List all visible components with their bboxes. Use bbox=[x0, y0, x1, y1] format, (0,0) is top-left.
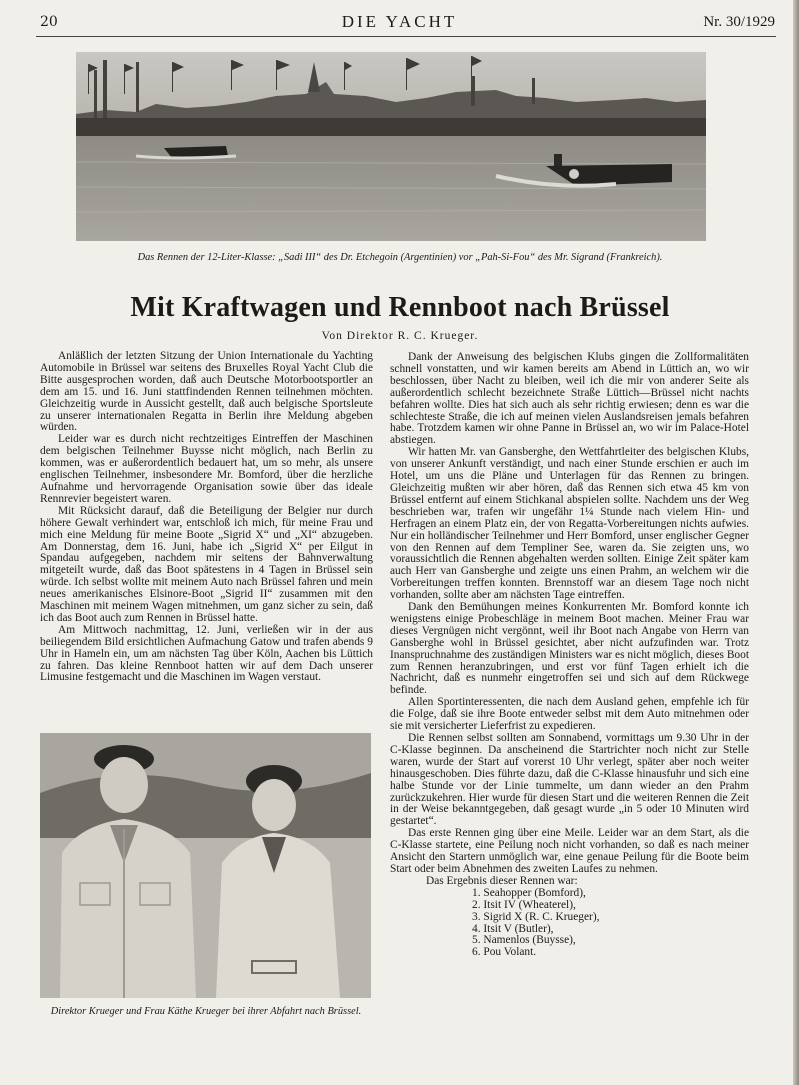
list-item: 2. Itsit IV (Wheaterel), bbox=[472, 898, 576, 911]
portrait-photo bbox=[40, 733, 371, 998]
article-byline: Von Direktor R. C. Krueger. bbox=[321, 330, 479, 342]
results-heading: Das Ergebnis dieser Rennen war: bbox=[426, 874, 578, 887]
paragraph: Allen Sportinteressenten, die nach dem Ausland gehen, empfehle ich für die Folge, daß sie ihre Boote entweder selbst mit dem Auto mitnehmen oder sie mit versicherter Lieferfrist zu expedieren. bbox=[390, 696, 749, 733]
portrait-photo-caption: Direktor Krueger und Frau Käthe Krueger bei ihrer Abfahrt nach Brüssel. bbox=[50, 1006, 362, 1017]
race-photo-caption: Das Rennen der 12-Liter-Klasse: „Sadi III“ des Dr. Etchegoin (Argentinien) vor „Pah-Si-Fou“ des Mr. Sigrand (Frankreich). bbox=[137, 252, 663, 263]
article-column-left bbox=[40, 351, 373, 721]
list-item: 4. Itsit V (Butler), bbox=[472, 922, 554, 935]
magazine-title: DIE YACHT bbox=[341, 12, 458, 31]
paragraph: Das erste Rennen ging über eine Meile. Leider war an dem Start, als die C-Klasse startete, eine Peilung noch nicht vorhanden, so daß es nach meiner Ansicht den Startern unmöglich war, eine genaue Peilung für die Boote beim Start oder beim Abnehmen des zweiten Laufes zu nehmen. bbox=[390, 827, 749, 875]
header-rule bbox=[36, 36, 776, 37]
issue-number: Nr. 30/1929 bbox=[703, 14, 775, 30]
paragraph: Dank den Bemühungen meines Konkurrenten Mr. Bomford konnte ich wenigstens einige Probeschläge in meinem Boot machen. Meiner Frau war dieses Vergnügen nicht vergönnt, weil ihr Boot nach Angabe von Herrn van Gansberghe wohl in Brüssel gesichtet, aber nicht aufzufinden war. Trotz Inanspruchnahme des zuständigen Ministers war es nicht möglich, dieses Boot zum Rennen heranzubringen, und erst vor fünf Tagen erhielt ich die Nachricht, daß es nunmehr eingetroffen sei und sich auf dem Rückwege befinde. bbox=[390, 601, 749, 697]
page-edge bbox=[793, 0, 799, 1085]
paragraph: Mit Rücksicht darauf, daß die Beteiligung der Belgier nur durch höhere Gewalt verhindert war, entschloß ich mich, für meine Frau und mich eine Meldung für meine Boote „Sigrid X“ und „XI“ abzugeben. Am Donnerstag, dem 16. Juni, habe ich „Sigrid X“ per Eilgut in Spandau aufgegeben, nachdem mir seitens der Bahnverwaltung mitgeteilt wurde, daß das Boot spätestens in 4 Tagen in Brüssel sein würde. Ich selbst wollte mit meinem Auto nach Brüssel fahren und mein neues amerikanisches Elsinore-Boot „Sigrid II“ zusammen mit den Maschinen mit meinem Wagen mitnehmen, um ganz sicher zu sein, daß ich das Boot auch zum Rennen in Brüssel hatte. bbox=[40, 504, 373, 624]
paragraph: Wir hatten Mr. van Gansberghe, den Wettfahrtleiter des belgischen Klubs, von unserer Ankunft verständigt, und nach einer Stunde erschien er auch im Hotel, um uns die Pläne und Unterlagen für das Rennen zu bringen. Gleichzeitig mußten wir aber hören, daß das Rennen sich etwa 45 km von Brüssel entfernt auf einem Stichkanal abspielen sollte. Nachdem uns der Weg beschrieben war, trafen wir ungefähr 1¼ Stunde nach vielem Hin- und Herfragen an einem Platz ein, der von Regatta-Vorbereitungen nichts aufwies. Nur ein holländischer Teilnehmer und Herr Bomford, unser englischer Gegner von den Rennen auf dem Templiner See, waren da. Sie zeigten uns, wo voraussichtlich die Rennen abgehalten werden sollten. Einige Zeit später kam auch Herr van Gansberghe und zeigte uns einen Prahm, an welchem wir die Vorbereitungen treffen konnten. Brennstoff war an diesem Tage noch nicht vorhanden, sollte aber am nächsten Tage eintreffen. bbox=[390, 446, 749, 602]
race-photo bbox=[76, 52, 706, 241]
list-item: 5. Namenlos (Buysse), bbox=[472, 934, 576, 947]
portrait-photo-illustration bbox=[40, 733, 371, 998]
results-list bbox=[390, 888, 749, 959]
paragraph: Dank der Anweisung des belgischen Klubs gingen die Zollformalitäten schnell vonstatten, und wir kamen bereits am Abend in Lüttich an, wo wir beschlossen, über Nacht zu bleiben, weil ich die mir von anderer Seite als außerordentlich schlecht bezeichnete Straße Lüttich—Brüssel nicht nachts befahren wollte. Dies hat sich auch als sehr richtig erwiesen; denn es war die schlechteste Straße, die ich auf meinen vielen Auslandsreisen jemals befahren habe. Trotzdem kamen wir ohne Panne in Brüssel an, wo wir im Palace-Hotel abstiegen. bbox=[390, 352, 749, 447]
race-photo-illustration bbox=[76, 52, 706, 241]
list-item: 6. Pou Volant. bbox=[472, 946, 537, 959]
paragraph: Leider war es durch nicht rechtzeitiges Eintreffen der Maschinen dem belgischen Teilnehmer Buysse nicht möglich, nach Berlin zu kommen, was er außerordentlich bedauert hat, um so mehr, als unsere englischen Teilnehmer, insbesondere Mr. Bomford, über die herzliche Aufnahme und hervorragende Organisation sowie über das ideale Rennrevier begeistert waren. bbox=[40, 433, 373, 505]
page-number: 20 bbox=[40, 14, 58, 30]
list-item: 1. Seahopper (Bomford), bbox=[472, 886, 586, 899]
paragraph: Die Rennen selbst sollten am Sonnabend, vormittags um 9.30 Uhr in der C-Klasse beginnen. Da anscheinend die Startrichter noch nicht zur Stelle waren, wurde der Start auf vorerst 10 Uhr verlegt, später aber noch weiter hinausgeschoben. Dies führte dazu, daß die C-Klasse hinausfuhr und sich eine halbe Stunde vor der Linie tummelte, um dann wieder an den Prahm zurückzukehren. Hier wurde für diesen Start und die weiteren Rennen die Zeit in der Weise bekanntgegeben, daß gesagt wurde „in 5 oder 10 Minuten wird gestartet“. bbox=[390, 732, 749, 828]
list-item: 3. Sigrid X (R. C. Krueger), bbox=[472, 910, 600, 923]
article-column-right bbox=[390, 352, 749, 1040]
paragraph: Am Mittwoch nachmittag, 12. Juni, verließen wir in der aus beiliegendem Bild ersichtlichen Aufmachung Gatow und trafen abends 9 Uhr in Hameln ein, um am nächsten Tag über Köln, Aachen bis Lüttich zu fahren. Das kleine Rennboot hatten wir auf dem Dach unserer Limusine festgemacht und die Maschinen im Wagen verstaut. bbox=[40, 623, 373, 684]
paragraph: Anläßlich der letzten Sitzung der Union Internationale du Yachting Automobile in Brüssel war seitens des Bruxelles Royal Yacht Club die Bitte ausgesprochen worden, daß auch Deutsche Motorbootsportler an dem am 15. und 16. Juni stattfindenden Rennen teilnehmen möchten. Gleichzeitig wurde in Aussicht gestellt, daß auch belgische Sportsleute zu unserer internationalen Regatta in Berlin ihre Meldung abgeben würden. bbox=[40, 351, 373, 434]
article-headline: Mit Kraftwagen und Rennboot nach Brüssel bbox=[130, 292, 670, 323]
